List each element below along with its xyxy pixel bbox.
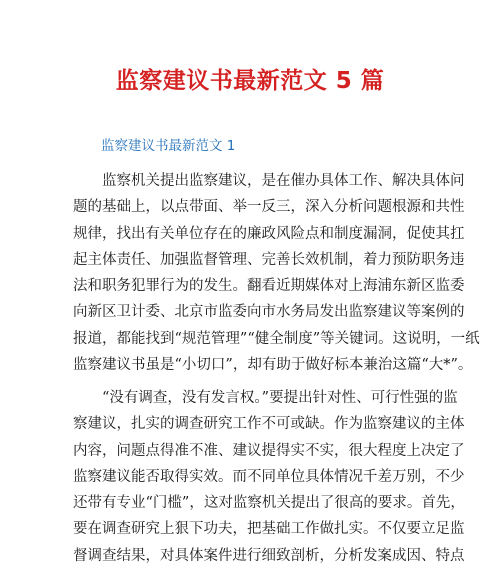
paragraph-line: 督调查结果，对具体案件进行细致剖析，分析发案成因、特点 <box>73 547 465 564</box>
paragraph-line: 还带有专业“门槛”，这对监察机关提出了很高的要求。首先， <box>73 495 465 512</box>
paragraph-line: 题的基础上，以点带面、举一反三，深入分析问题根源和共性 <box>73 199 465 216</box>
paragraph-line: 监察建议能否取得实效。而不同单位具体情况千差万别，不少 <box>73 468 465 485</box>
paragraph-line: 规律，找出有关单位存在的廉政风险点和制度漏洞，促使其扛 <box>73 225 465 242</box>
paragraph-line: 报道，都能找到“规范管理”“健全制度”等关键词。这说明，一纸 <box>73 330 480 347</box>
paragraph-line: 起主体责任、加强监督管理、完善长效机制，着力预防职务违 <box>73 251 465 268</box>
section-heading: 监察建议书最新范文 1 <box>101 138 236 154</box>
paragraph-line: 监察建议书虽是“小切口”，却有助于做好标本兼治这篇“大*”。 <box>73 357 473 374</box>
paragraph-line: 内容，问题点得准不准、建议提得实不实，很大程度上决定了 <box>73 442 465 459</box>
paragraph-line: 法和职务犯罪行为的发生。翻看近期媒体对上海浦东新区监委 <box>73 278 465 295</box>
paragraph-2 <box>73 385 465 566</box>
paragraph-line: 要在调查研究上狠下功夫，把基础工作做扎实。不仅要立足监 <box>73 521 465 538</box>
paragraph-line: 察建议，扎实的调查研究工作不可或缺。作为监察建议的主体 <box>73 416 465 433</box>
paragraph-1 <box>73 168 480 378</box>
paragraph-line: 监察机关提出监察建议，是在催办具体工作、解决具体问 <box>102 173 465 189</box>
paragraph-line: “没有调查，没有发言权。”要提出针对性、可行性强的监 <box>102 390 458 406</box>
paragraph-line: 向新区卫计委、北京市监委向市水务局发出监察建议等案例的 <box>73 304 465 321</box>
document-title: 监察建议书最新范文 5 篇 <box>115 68 385 94</box>
